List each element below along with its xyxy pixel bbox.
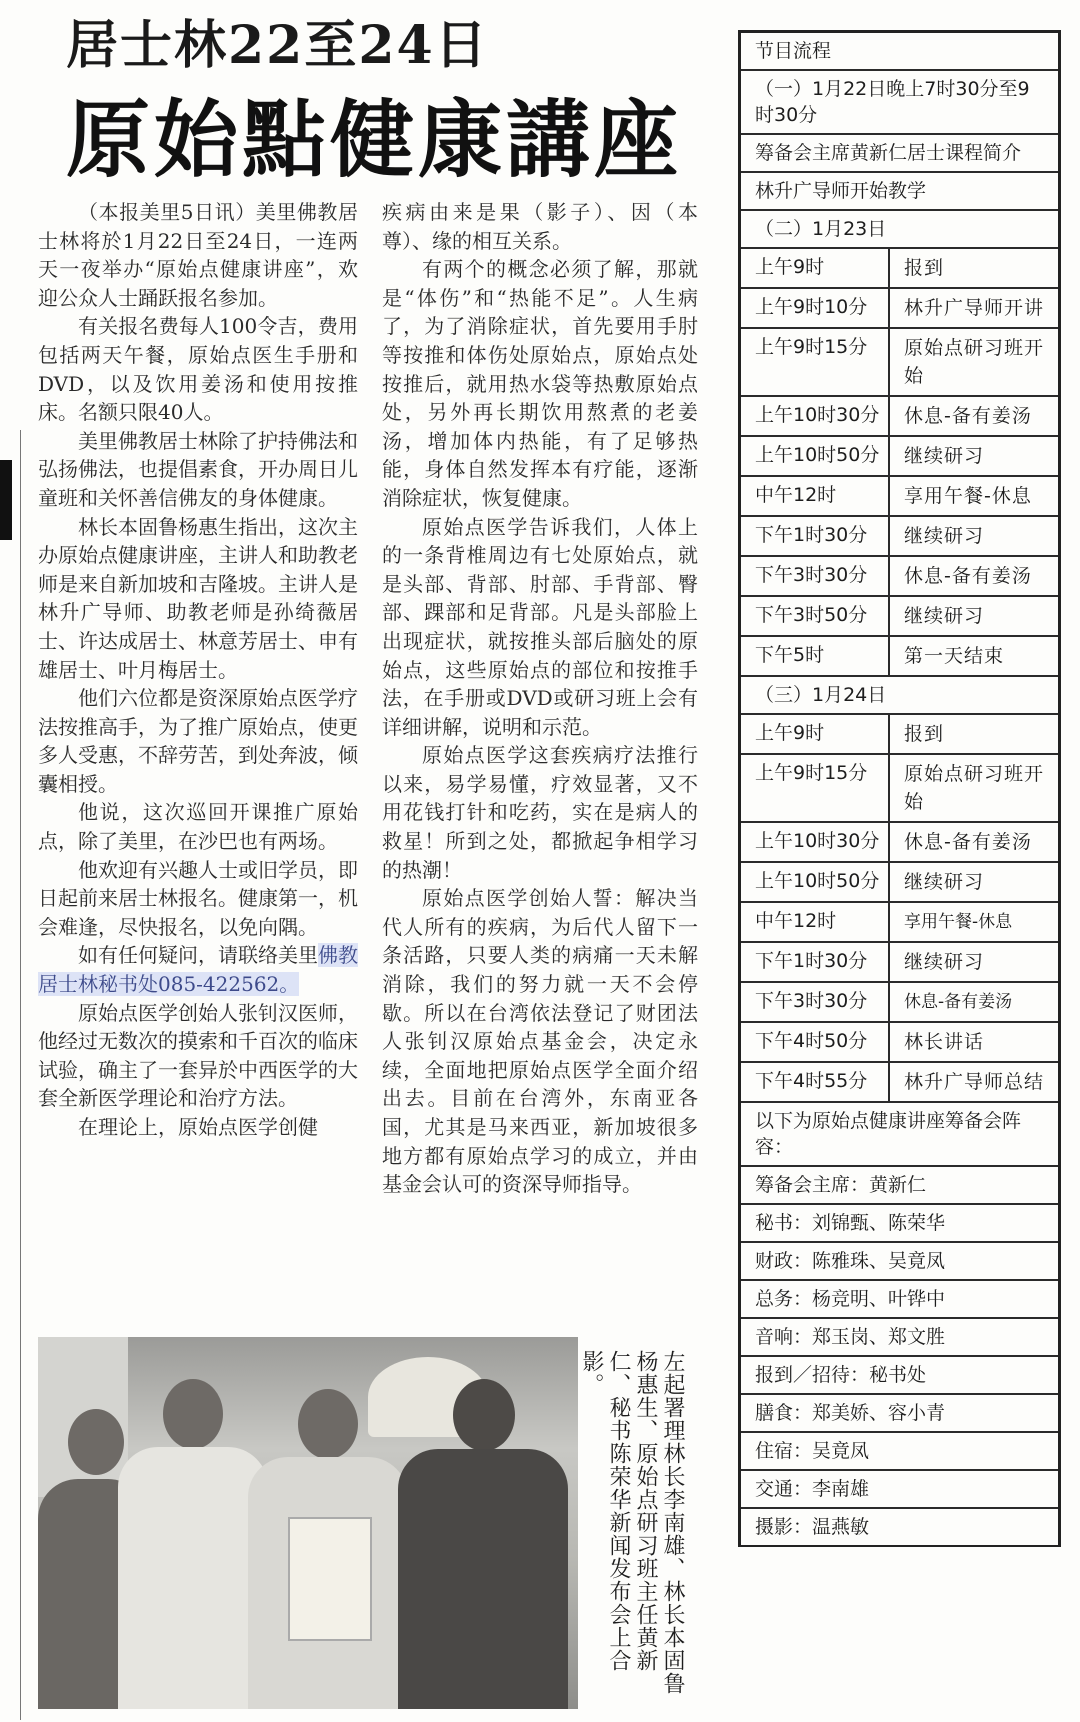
schedule-event: 继续研习: [904, 871, 985, 893]
day3-header: （三）1月24日: [755, 684, 887, 706]
group-photo: [38, 1337, 578, 1709]
article-headline: 原始點健康講座: [66, 91, 683, 189]
schedule-row: [741, 903, 1058, 943]
article-paragraph: 他欢迎有兴趣人士或旧学员，即日起前来居士林报名。健康第一，机会难逢，尽快报名，以免向隅。: [38, 857, 358, 939]
schedule-time: 下午5时: [741, 637, 890, 675]
article-paragraph: 他们六位都是资深原始点医学疗法按推高手，为了推广原始点，使更多人受惠，不辞劳苦，到处奔波，倾囊相授。: [38, 686, 358, 796]
day2-header: （二）1月23日: [755, 218, 887, 240]
article-paragraph: 林长本固鲁杨惠生指出，这次主办原始点健康讲座，主讲人和助教老师是来自新加坡和吉隆坡。主讲人是林升广导师、助教老师是孙绮薇居士、许达成居士、林意芳居士、申有雄居士、叶月梅居士。: [38, 514, 358, 682]
schedule-event: 休息-备有姜汤: [904, 831, 1032, 853]
article-paragraph: 有两个的概念必须了解，那就是“体伤”和“热能不足”。人生病了，为了消除症状，首先要用手肘等按推和体伤处原始点，原始点处按推后，就用热水袋等热敷原始点处，另外再长期饮用熬煮的老姜汤，增加体内热能，有了足够热能，身体自然发挥本有疗能，逐渐消除症状，恢复健康。: [382, 257, 698, 510]
schedule-time: 上午10时50分: [741, 863, 890, 901]
committee-member: 财政：陈雅珠、吴竟凤: [755, 1250, 946, 1272]
schedule-event: 继续研习: [904, 951, 985, 973]
committee-member: 摄影：温燕敏: [755, 1516, 870, 1538]
photo-caption: 左起署理林长李南雄、林长本固鲁杨惠生、原始点研习班主任黄新仁、秘书陈荣华新闻发布会上合影。: [579, 1350, 685, 1695]
schedule-event: 林升广导师开讲: [904, 297, 1045, 319]
schedule-time: 上午9时15分: [741, 329, 890, 395]
schedule-row: [741, 437, 1058, 477]
committee-member: 住宿：吴竟凤: [755, 1440, 870, 1462]
schedule-time: 下午4时55分: [741, 1063, 890, 1101]
schedule-time: 上午9时: [741, 715, 890, 753]
article-paragraph: 原始点医学创始人张钊汉医师，他经过无数次的摸索和千百次的临床试验，确主了一套异於中西医学的大套全新医学理论和治疗方法。: [38, 1000, 358, 1111]
schedule-row: [741, 637, 1058, 677]
schedule-event: 休息-备有姜汤: [904, 992, 1013, 1012]
article-paragraph: 有关报名费每人100令吉，费用包括两天午餐，原始点医生手册和DVD，以及饮用姜汤和使用按推床。名额只限40人。: [38, 314, 358, 425]
committee-member: 总务：杨竞明、叶铧中: [755, 1288, 946, 1310]
schedule-time: 上午9时: [741, 249, 890, 287]
article-paragraph: 疾病由来是果（影子）、因（本尊）、缘的相互关系。: [382, 200, 698, 253]
schedule-time: 上午10时30分: [741, 397, 890, 435]
edge-divider: [20, 430, 21, 1720]
article-paragraph: 在理论上，原始点医学创健: [78, 1115, 318, 1139]
committee-intro: 以下为原始点健康讲座筹备会阵容：: [755, 1110, 1022, 1158]
schedule-row: [741, 755, 1058, 823]
schedule-title: 节目流程: [755, 40, 832, 62]
schedule-event: 享用午餐-休息: [904, 912, 1013, 932]
committee-member: 报到／招待：秘书处: [755, 1364, 927, 1386]
day1-item: 林升广导师开始教学: [755, 180, 927, 202]
photo-person-4: [398, 1379, 568, 1709]
schedule-row: [741, 329, 1058, 397]
schedule-row: [741, 1023, 1058, 1063]
committee-member: 音响：郑玉岗、郑文胜: [755, 1326, 946, 1348]
day1-item: 筹备会主席黄新仁居士课程简介: [755, 142, 1022, 164]
committee-member: 膳食：郑美娇、容小青: [755, 1402, 946, 1424]
schedule-time: 上午9时15分: [741, 755, 890, 821]
edge-clipping-mark: [0, 460, 12, 540]
article-paragraph: 原始点医学创始人誓：解决当代人所有的疾病，为后代人留下一条活路，只要人类的病痛一天未解消除，我们的努力就一天不会停歇。所以在台湾依法登记了财团法人张钊汉原始点基金会，决定永续，全面地把原始点医学全面介绍出去。目前在台湾外，东南亚各国，尤其是马来西亚，新加坡很多地方都有原始点学习的成立，并由基金会认可的资深导师指导。: [382, 886, 698, 1197]
schedule-event: 继续研习: [904, 445, 985, 467]
highlighted-contact: 佛教居士林秘书处085-422562。: [38, 943, 358, 997]
day1-header: （一）1月22日晚上7时30分至9时30分: [755, 78, 1030, 126]
article-paragraph: 原始点医学告诉我们，人体上的一条背椎周边有七处原始点，就是头部、背部、肘部、手背部、臀部、踝部和足背部。凡是头部脸上出现症状，就按推头部后脑处的原始点，这些原始点的部位和按推手法，在手册或DVD或研习班上会有详细讲解，说明和示范。: [382, 514, 698, 739]
schedule-event: 享用午餐-休息: [904, 485, 1032, 507]
schedule-event: 报到: [904, 257, 945, 279]
schedule-row: [741, 863, 1058, 903]
schedule-event: 报到: [904, 723, 945, 745]
schedule-row: [741, 289, 1058, 329]
schedule-row: [741, 823, 1058, 863]
schedule-time: 下午1时30分: [741, 517, 890, 555]
schedule-row: [741, 983, 1058, 1023]
schedule-time: 中午12时: [741, 903, 890, 941]
schedule-time: 下午3时50分: [741, 597, 890, 635]
schedule-row: [741, 397, 1058, 437]
schedule-row: [741, 517, 1058, 557]
photo-certificate: [288, 1517, 372, 1641]
schedule-table: [738, 30, 1061, 1547]
schedule-time: 下午3时30分: [741, 557, 890, 595]
schedule-row: [741, 943, 1058, 983]
committee-member: 筹备会主席：黄新仁: [755, 1174, 927, 1196]
article-paragraph: 如有任何疑问，请联络美里佛教居士林秘书处085-422562。: [38, 943, 358, 997]
article-column-2: [382, 198, 698, 1199]
schedule-row: [741, 1063, 1058, 1103]
article-paragraph: 他说，这次巡回开课推广原始点，除了美里，在沙巴也有两场。: [38, 800, 358, 854]
committee-member: 交通：李南雄: [755, 1478, 870, 1500]
schedule-time: 上午10时50分: [741, 437, 890, 475]
article-column-1: [38, 198, 358, 1142]
schedule-event: 继续研习: [904, 605, 985, 627]
article-paragraph: 美里佛教居士林除了护持佛法和弘扬佛法，也提倡素食，开办周日儿童班和关怀善信佛友的身体健康。: [38, 428, 358, 510]
schedule-row: [741, 597, 1058, 637]
schedule-row: [741, 557, 1058, 597]
committee-member: 秘书：刘锦甄、陈荣华: [755, 1212, 946, 1234]
schedule-time: 中午12时: [741, 477, 890, 515]
schedule-time: 下午4时50分: [741, 1023, 890, 1061]
schedule-event: 继续研习: [904, 525, 985, 547]
schedule-time: 下午1时30分: [741, 943, 890, 981]
schedule-event: 第一天结束: [904, 645, 1005, 667]
schedule-time: 上午9时10分: [741, 289, 890, 327]
schedule-event: 林升广导师总结: [904, 1071, 1045, 1093]
schedule-row: [741, 715, 1058, 755]
schedule-time: 上午10时30分: [741, 823, 890, 861]
article-subheadline: 居士林22至24日: [66, 15, 489, 76]
schedule-event: 原始点研习班开始: [904, 763, 1045, 813]
schedule-row: [741, 477, 1058, 517]
schedule-event: 休息-备有姜汤: [904, 405, 1032, 427]
schedule-event: 林长讲话: [904, 1031, 985, 1053]
article-paragraph: 原始点医学这套疾病疗法推行以来，易学易懂，疗效显著，又不用花钱打针和吃药，实在是病人的救星！所到之处，都掀起争相学习的热潮！: [382, 743, 698, 882]
schedule-event: 休息-备有姜汤: [904, 565, 1032, 587]
schedule-row: [741, 249, 1058, 289]
schedule-event: 原始点研习班开始: [904, 337, 1045, 387]
article-paragraph: （本报美里5日讯）美里佛教居士林将於1月22日至24日，一连两天一夜举办“原始点健康讲座”，欢迎公众人士踊跃报名参加。: [38, 200, 358, 310]
schedule-time: 下午3时30分: [741, 983, 890, 1021]
photo-person-2: [118, 1379, 268, 1709]
